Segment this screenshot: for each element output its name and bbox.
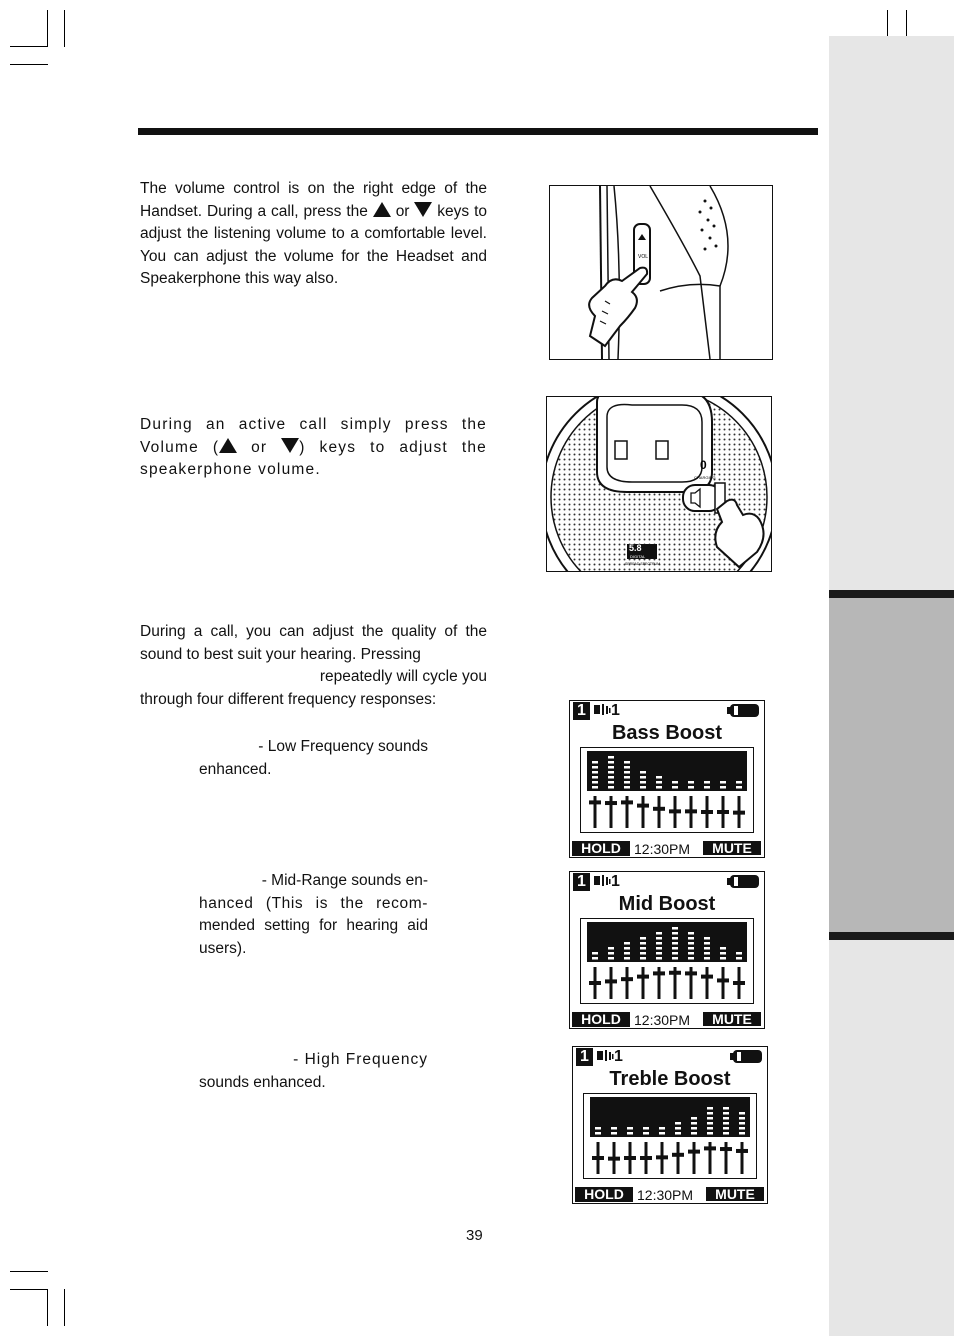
eq-bar-segment [608,947,614,950]
mute-softkey: MUTE [703,1012,761,1026]
eq-bar-segment [656,937,662,940]
eq-slider-track [706,967,709,999]
up-arrow-icon [219,438,237,453]
eq-slider-knob [704,1146,716,1150]
eq-bar-segment [656,776,662,779]
eq-bar-segment [672,781,678,784]
eq-slider-knob [656,1155,668,1159]
eq-bar-segment [688,786,694,789]
eq-bar-segment [640,776,646,779]
eq-bar-segment [656,942,662,945]
eq-slider-knob [640,1156,652,1160]
bass-description: - Low Frequency sounds enhanced. [199,738,428,778]
clock-time: 12:30PM [637,1187,694,1203]
eq-bar-segment [739,1112,745,1115]
eq-slider-knob [589,981,601,985]
eq-bar-segment [659,1127,665,1130]
eq-slider-knob [637,975,649,979]
eq-slider-knob [685,809,697,813]
svg-text:DIGITAL: DIGITAL [630,554,646,559]
header-rule [138,128,818,135]
svg-text:SPREAD SPECTRUM: SPREAD SPECTRUM [625,562,661,566]
eq-slider-knob [717,810,729,814]
eq-bar-segment [624,766,630,769]
eq-slider-track [658,796,661,828]
eq-slider-knob [669,809,681,813]
eq-bar-segment [688,952,694,955]
eq-slider-knob [637,804,649,808]
eq-bar-segment [688,781,694,784]
eq-slider-track [642,967,645,999]
eq-bar-segment [688,937,694,940]
eq-bar-segment [608,756,614,759]
eq-slider-knob [621,977,633,981]
handset-number: 1 [611,873,620,890]
treble-description: - High Frequency sounds enhanced. [199,1051,428,1091]
eq-bar-segment [656,952,662,955]
eq-bar-segment [704,952,710,955]
eq-bar-segment [656,786,662,789]
eq-bar-segment [704,786,710,789]
eq-slider-knob [733,981,745,985]
eq-bar-segment [691,1132,697,1135]
eq-bar-segment [675,1122,681,1125]
clock-time: 12:30PM [634,1012,691,1028]
eq-bar-segment [688,957,694,960]
eq-bar-segment [608,771,614,774]
battery-icon [729,1049,763,1065]
eq-bar-segment [611,1132,617,1135]
eq-bar-segment [675,1132,681,1135]
eq-bar-segment [643,1127,649,1130]
eq-slider-knob [736,1149,748,1153]
sound-quality-paragraph: During a call, you can adjust the quality of the sound to best suit your hearing. Pressing repeatedly will cycle you through four different frequency responses: [140,623,487,708]
eq-bar-segment [736,957,742,960]
lcd-screen [569,700,765,858]
down-arrow-icon [414,202,432,217]
battery-icon [726,703,760,719]
handset-volume-paragraph: The volume control is on the right edge of the Handset. During a call, press the or keys to adjust the listening volume to a comfortable level. You can adjust the volume for the Headset and Speakerphone this way also. [140,180,488,287]
eq-bar-segment [640,957,646,960]
eq-slider-track [722,967,725,999]
speaker-volume-paragraph: During an active call simply press the Volume ( or ) keys to adjust the speakerphone volume. [140,416,487,478]
eq-bar-segment [592,957,598,960]
eq-slider-track [626,967,629,999]
hold-softkey: HOLD [572,1012,630,1027]
eq-slider-track [693,1142,696,1174]
eq-bar-segment [592,781,598,784]
svg-text:VOL: VOL [638,254,649,260]
eq-bar-segment [624,957,630,960]
equalizer-graphic [581,748,753,832]
eq-bar-segment [739,1117,745,1120]
eq-bar-segment [624,781,630,784]
lcd-screen [572,1046,768,1204]
eq-slider-track [610,796,613,828]
lcd-header [570,701,764,721]
eq-bar-segment [656,781,662,784]
eq-bar-segment [592,761,598,764]
eq-bar-segment [707,1122,713,1125]
eq-slider-knob [624,1156,636,1160]
eq-bar-segment [672,952,678,955]
eq-bar-segment [608,776,614,779]
eq-bar-segment [739,1127,745,1130]
lcd-header [573,1047,767,1067]
down-arrow-icon [281,438,299,453]
eq-bar-segment [643,1132,649,1135]
handset-number: 1 [614,1048,623,1065]
eq-bar-segment [640,942,646,945]
equalizer-display [580,918,754,1004]
handset-number: 1 [611,702,620,719]
eq-bar-segment [707,1117,713,1120]
line-indicator: 1 [573,702,590,720]
hold-softkey: HOLD [572,841,630,856]
eq-bar-segment [640,781,646,784]
eq-bar-segment [608,786,614,789]
eq-bar-segment [688,932,694,935]
eq-bar-segment [707,1132,713,1135]
eq-slider-knob [688,1150,700,1154]
clock-time: 12:30PM [634,841,691,857]
eq-slider-knob [621,800,633,804]
eq-slider-knob [672,1153,684,1157]
handset-icon [596,1049,614,1062]
eq-bar-segment [675,1127,681,1130]
eq-bar-segment [723,1107,729,1110]
eq-bar-segment [672,932,678,935]
eq-bar-segment [704,937,710,940]
eq-bar-segment [707,1112,713,1115]
eq-bar-segment [672,942,678,945]
eq-bar-segment [739,1122,745,1125]
eq-bar-segment [720,952,726,955]
equalizer-graphic [584,1094,756,1178]
lcd-footer [570,1011,764,1028]
eq-bar-segment [720,781,726,784]
handset-volume-illustration [549,185,773,360]
eq-bar-segment [691,1117,697,1120]
eq-bar-segment [624,947,630,950]
eq-bar-segment [723,1127,729,1130]
eq-slider-knob [605,801,617,805]
page-number: 39 [466,1227,483,1244]
eq-bar-segment [723,1112,729,1115]
eq-bar-segment [592,766,598,769]
eq-bar-segment [736,952,742,955]
eq-mode-title: Mid Boost [618,893,716,915]
eq-bar-segment [608,952,614,955]
eq-slider-knob [701,975,713,979]
equalizer-display [583,1093,757,1179]
eq-slider-knob [717,978,729,982]
eq-bar-segment [611,1127,617,1130]
eq-bar-segment [723,1132,729,1135]
eq-bar-segment [640,937,646,940]
svg-text:CHARGING: CHARGING [694,475,716,480]
eq-slider-track [677,1142,680,1174]
eq-bar-segment [704,942,710,945]
equalizer-display [580,747,754,833]
eq-bar-segment [704,781,710,784]
eq-bar-segment [592,776,598,779]
eq-bar-segment [592,952,598,955]
eq-slider-knob [605,979,617,983]
handset-icon [593,703,611,716]
eq-bar-segment [640,952,646,955]
eq-bar-segment [723,1117,729,1120]
line-indicator: 1 [573,873,590,891]
eq-bar-segment [672,786,678,789]
eq-bar-segment [720,947,726,950]
mute-softkey: MUTE [703,841,761,855]
eq-bar-segment [704,947,710,950]
lcd-screen [569,871,765,1029]
eq-bar-segment [672,937,678,940]
eq-bar-segment [656,947,662,950]
eq-slider-knob [733,811,745,815]
lcd-header [570,872,764,892]
eq-bar-segment [656,932,662,935]
battery-icon [726,874,760,890]
svg-text:0: 0 [700,458,707,472]
eq-bar-segment [736,781,742,784]
lcd-footer [573,1186,767,1203]
eq-bar-segment [627,1127,633,1130]
eq-bar-segment [723,1122,729,1125]
hold-softkey: HOLD [575,1187,633,1202]
eq-bar-segment [659,1132,665,1135]
eq-bar-segment [672,957,678,960]
eq-bar-segment [691,1122,697,1125]
eq-bar-segment [672,947,678,950]
eq-bar-segment [592,786,598,789]
lcd-footer [570,840,764,857]
svg-text:5.8: 5.8 [629,543,642,553]
eq-bar-segment [688,942,694,945]
eq-slider-track [642,796,645,828]
eq-bar-segment [624,771,630,774]
eq-bar-segment [624,786,630,789]
eq-slider-knob [592,1156,604,1160]
eq-bar-segment [608,957,614,960]
eq-bar-segment [595,1132,601,1135]
eq-bar-segment [736,786,742,789]
eq-mode-title: Bass Boost [611,722,723,744]
eq-bar-segment [707,1127,713,1130]
eq-bar-segment [624,761,630,764]
eq-slider-track [741,1142,744,1174]
eq-bar-segment [720,957,726,960]
eq-slider-knob [720,1147,732,1151]
eq-bar-segment [640,771,646,774]
eq-bar-segment [691,1127,697,1130]
eq-bar-segment [608,781,614,784]
eq-slider-knob [701,810,713,814]
base-speaker-illustration [546,396,772,572]
mute-softkey: MUTE [706,1187,764,1201]
eq-slider-knob [608,1157,620,1161]
eq-bar-segment [624,942,630,945]
eq-bar-segment [640,786,646,789]
eq-bar-segment [608,761,614,764]
line-indicator: 1 [576,1048,593,1066]
eq-slider-knob [669,971,681,975]
eq-bar-segment [704,957,710,960]
section-tab [829,590,954,940]
eq-slider-knob [589,800,601,804]
eq-bar-segment [739,1132,745,1135]
mid-description: - Mid-Range sounds en- hanced (This is the recom- mended setting for hearing aid users). [199,872,428,957]
eq-bar-segment [595,1127,601,1130]
eq-slider-track [725,1142,728,1174]
eq-bar-segment [656,957,662,960]
eq-bar-segment [624,952,630,955]
up-arrow-icon [373,202,391,217]
handset-icon [593,874,611,887]
eq-bar-segment [592,771,598,774]
eq-bar-segment [624,776,630,779]
eq-mode-title: Treble Boost [609,1068,731,1090]
eq-bar-segment [672,927,678,930]
base-unit-drawing [547,397,771,571]
eq-bar-segment [720,786,726,789]
eq-bar-segment [707,1107,713,1110]
equalizer-graphic [581,919,753,1003]
eq-bar-segment [688,947,694,950]
eq-bar-segment [627,1132,633,1135]
eq-slider-knob [685,971,697,975]
eq-bar-segment [640,947,646,950]
handset-side-drawing [550,186,772,359]
eq-slider-knob [653,971,665,975]
eq-slider-knob [653,807,665,811]
eq-bar-segment [608,766,614,769]
